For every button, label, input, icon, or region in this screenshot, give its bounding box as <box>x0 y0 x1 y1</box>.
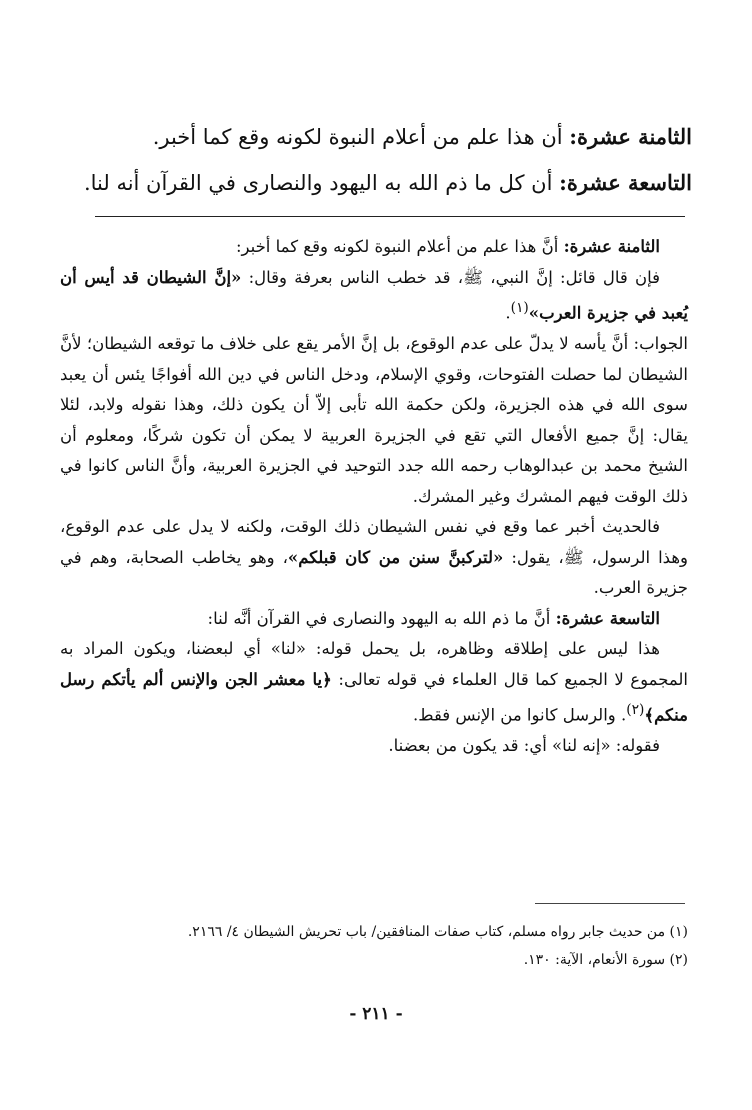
commentary-text-1: أنَّ هذا علم من أعلام النبوة لكونه وقع كما أخبر: <box>235 237 559 256</box>
main-text-label-2: التاسعة عشرة: <box>559 170 692 195</box>
commentary-paragraph-3 <box>60 329 688 512</box>
main-text-line-1 <box>120 124 692 149</box>
commentary-text-5: أنَّ ما ذم الله به اليهود والنصارى في القرآن أنَّه لنا: <box>207 608 551 628</box>
commentary-text-4: فالحديث أخبر عما وقع في نفس الشيطان ذلك الوقت، ولكنه لا يدل على عدم الوقوع، وهذا الرسول، ﷺ، يقول: <box>60 517 688 567</box>
commentary-paragraph-2 <box>60 263 688 330</box>
footnotes <box>60 918 688 974</box>
hadith-quote-1: «إنَّ الشيطان قد أيس أن يُعبد في جزيرة العرب» <box>60 267 688 323</box>
commentary-end-2: . <box>505 303 511 323</box>
page-number: - ٢١١ - <box>349 1004 403 1024</box>
footnote-1: (١) من حديث جابر رواه مسلم، كتاب صفات المنافقين/ باب تحريش الشيطان ٤/ ٢١٦٦. <box>187 924 688 940</box>
quran-quote: ﴿يا معشر الجن والإنس ألم يأتكم رسل منكم﴾ <box>60 669 688 725</box>
main-text-label-1: الثامنة عشرة: <box>569 124 692 149</box>
commentary-end-4: ، وهو يخاطب الصحابة، وهم في جزيرة العرب. <box>60 547 688 597</box>
commentary-text-3: الجواب: أنَّ يأسه لا يدلّ على عدم الوقوع، بل إنَّ الأمر يقع على خلاف ما توقعه الشيطان؛ لأنَّ الشيطان لما حصلت الفتوحات، وقوي الإسلام، ودخل الناس في دين الله أفواجًا يئس أن يعبد سوى الله في هذه الجزيرة، ولكن حكمة الله تأبى إلاّ أن يكون ذلك، وهذا نقوله ولابد، لئلا يقال: إنَّ جميع الأفعال التي تقع في الجزيرة العربية لا يمكن أن تكون شركًا، ومعلوم أن الشيخ محمد بن عبدالوهاب رحمه الله جدد التوحيد في الجزيرة العربية، وأنَّ الناس كانوا في ذلك الوقت فيهم المشرك وغير المشرك. <box>60 334 688 506</box>
main-text-body-2: أن كل ما ذم الله به اليهود والنصارى في القرآن أنه لنا. <box>83 171 553 195</box>
commentary-paragraph-6 <box>60 634 688 731</box>
commentary-label-18: الثامنة عشرة: <box>563 237 660 256</box>
commentary-paragraph-4 <box>60 512 688 604</box>
main-text-line-2 <box>83 170 692 195</box>
hadith-quote-2: «لتركبنَّ سنن من كان قبلكم» <box>287 547 504 567</box>
footnote-divider <box>535 903 685 904</box>
commentary-text-6: هذا ليس على إطلاقه وظاهره، بل يحمل قوله: «لنا» أي لبعضنا، ويكون المراد به المجموع لا الجميع كما قال العلماء في قوله تعالى: <box>60 639 689 689</box>
commentary-paragraph-7 <box>60 731 688 762</box>
footnote-ref-2: (٢) <box>626 702 645 718</box>
commentary-text-2: فإن قال قائل: إنَّ النبي، ﷺ، قد خطب الناس بعرفة وقال: <box>248 267 660 287</box>
commentary-end-6: . والرسل كانوا من الإنس فقط. <box>413 705 627 725</box>
commentary-paragraph-1 <box>60 232 688 263</box>
main-divider <box>95 216 685 217</box>
footnote-2: (٢) سورة الأنعام، الآية: ١٣٠. <box>523 952 688 968</box>
commentary-label-19: التاسعة عشرة: <box>555 608 660 628</box>
footnote-ref-1: (١) <box>510 300 529 316</box>
main-text-body-1: أن هذا علم من أعلام النبوة لكونه وقع كما أخبر. <box>152 125 563 149</box>
commentary-text-7: فقوله: «إنه لنا» أي: قد يكون من بعضنا. <box>388 736 660 755</box>
commentary-paragraph-5 <box>60 604 688 635</box>
commentary-block <box>60 232 688 762</box>
